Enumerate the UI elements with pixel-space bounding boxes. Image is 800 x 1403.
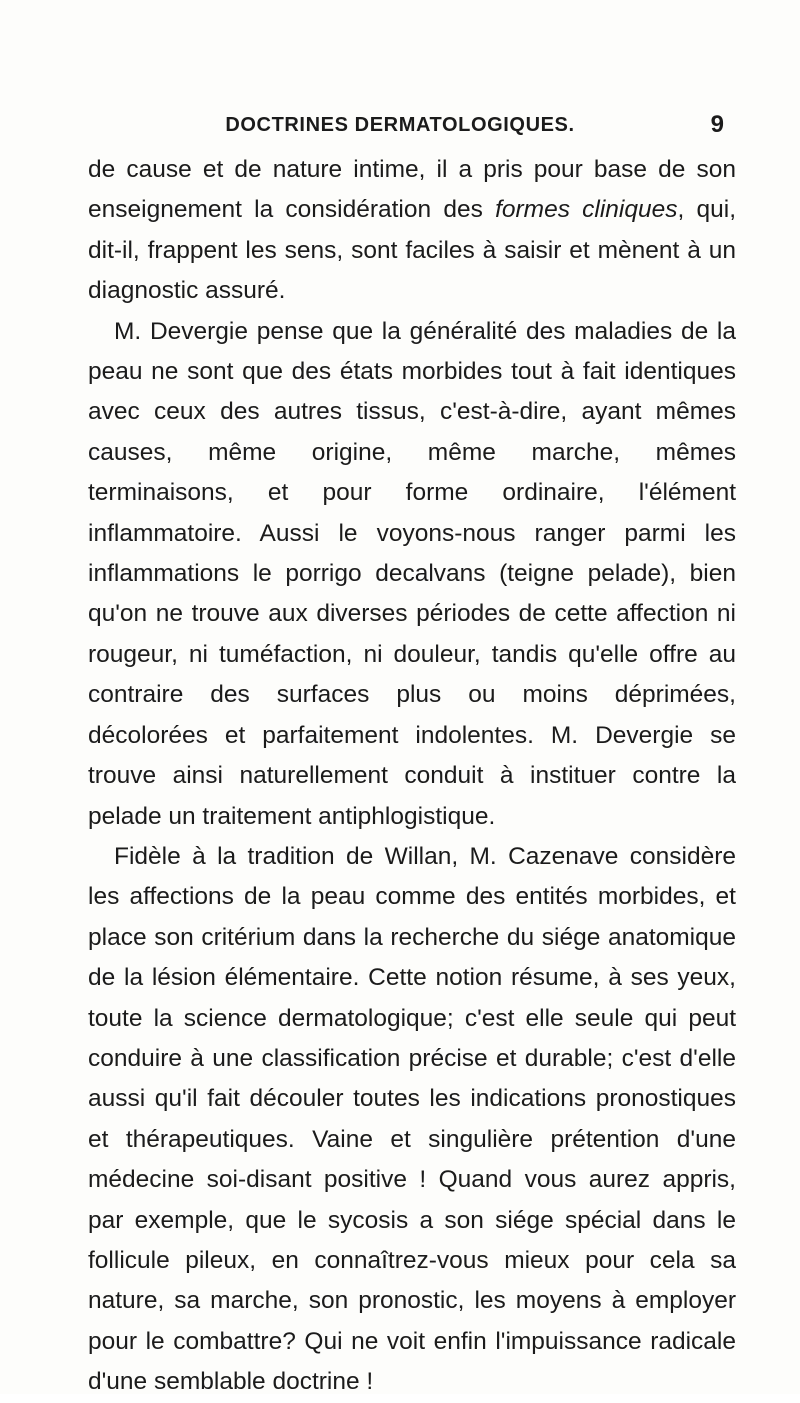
running-head bbox=[0, 110, 800, 140]
paragraph-1-text-start: de cause et de nature intime, il a pris pour base de son enseignement la considération des bbox=[88, 156, 736, 224]
body-text bbox=[88, 150, 736, 1403]
paragraph-3: Fidèle à la tradition de Willan, M. Cazenave considère les affections de la peau comme des entités morbides, et place son critérium dans la recherche du siége anatomique de la lésion élémentaire. Cette notion résume, à ses yeux, toute la science dermatologique; c'est elle seule qui peut conduire à une classification précise et durable; c'est d'elle aussi qu'il fait découler toutes les indications pronostiques et thérapeutiques. Vaine et singulière prétention d'une médecine soi-disant positive ! Quand vous aurez appris, par exemple, que le sycosis a son siége spécial dans le follicule pileux, en connaîtrez-vous mieux pour cela sa nature, sa marche, son pronostic, les moyens à employer pour le combattre? Qui ne voit enfin l'impuissance radicale d'une semblable doctrine ! bbox=[88, 842, 736, 1396]
page-number: 9 bbox=[710, 111, 724, 138]
italic-term: formes cliniques bbox=[495, 196, 678, 224]
paragraph-1-text-end: , qui, dit-il, frappent les sens, sont faciles à saisir et mènent à un diagnostic assuré. bbox=[88, 196, 737, 305]
paragraph-1 bbox=[88, 150, 736, 312]
paragraph-2: M. Devergie pense que la généralité des maladies de la peau ne sont que des états morbides tout à fait identiques avec ceux des autres tissus, c'est-à-dire, ayant mêmes causes, même origine, même marche, mêmes terminaisons, et pour forme ordinaire, l'élément inflammatoire. Aussi le voyons-nous ranger parmi les inflammations le porrigo decalvans (teigne pelade), bien qu'on ne trouve aux diverses périodes de cette affection ni rougeur, ni tuméfaction, ni douleur, tandis qu'elle offre au contraire des surfaces plus ou moins déprimées, décolorées et parfaitement indolentes. M. Devergie se trouve ainsi naturellement conduit à instituer contre la pelade un traitement antiphlogistique. bbox=[88, 317, 736, 830]
running-title: DOCTRINES DERMATOLOGIQUES. bbox=[225, 114, 575, 136]
